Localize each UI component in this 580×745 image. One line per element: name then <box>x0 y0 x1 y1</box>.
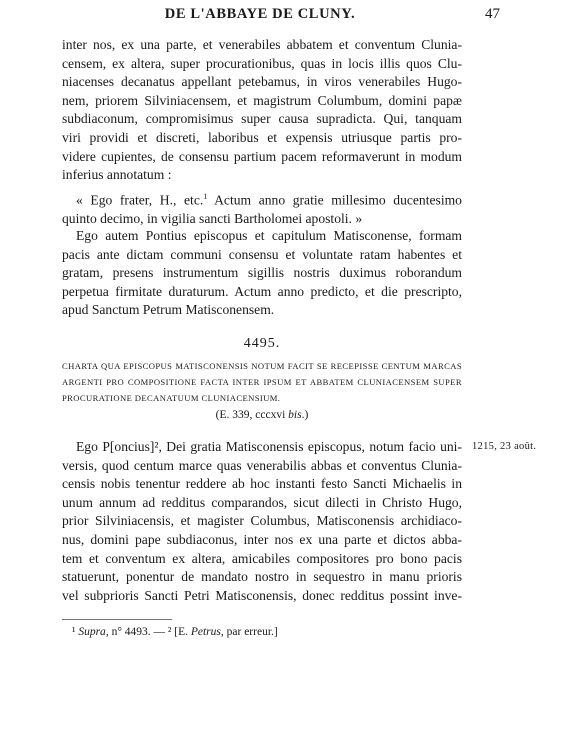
charter-title <box>62 358 462 406</box>
text-line: nem, priorem Silviniacensem, et magistrum Columbum, domini papæ <box>62 92 462 108</box>
text-line: subdiaconum, compromisimus super causa supradicta. Qui, tanquam <box>62 111 462 127</box>
text-line: tem et conventum ex altera, amicabiles compositores pro bono pacis <box>62 550 462 566</box>
text-line: Ego P[oncius]², Dei gratia Matisconensis episcopus, notum facio uni- <box>76 439 462 454</box>
footnotes <box>72 624 462 640</box>
source-italic: bis <box>288 409 302 421</box>
text-line: statuerunt, ponentur de mandato nostro in sequestro in manu prioris <box>62 569 462 585</box>
text-line: videre cupientes, de consensu partium pacem reformaverunt in modum <box>62 148 462 164</box>
opening-paragraph <box>62 36 462 185</box>
text-line: perpetua firmitate duraturum. Actum anno predicto, et die prescripto, <box>62 283 462 299</box>
text-line: censis nobis tenentur reddere ab hoc instanti festo Sancti Michaelis in <box>62 476 462 492</box>
title-line: PROCURATIONE DECANATUUM CLUNIACENSIUM. <box>62 393 281 403</box>
text-line: « Ego frater, H., etc.$^1$ Actum anno gratie millesimo ducentesimo <box>76 192 462 208</box>
footnote-mark: ¹ <box>72 626 76 638</box>
text-line: Ego autem Pontius episcopus et capitulum Matisconense, formam <box>76 228 462 243</box>
text-line: censem, ex altera, super procurationibus, quas in locis illis quos Clu- <box>62 55 462 71</box>
text-line: quinto decimo, in vigilia sancti Bartholomei apostoli. » <box>62 211 363 227</box>
charter-source-reference <box>62 409 462 421</box>
text-line: viri providi et discreti, laboribus et expensis utriusque partis pro- <box>62 129 462 145</box>
footnote-ref: Petrus <box>190 626 221 638</box>
text-line: nus, domini pape subdiaconus, inter nos ex una parte et dictos abba- <box>62 531 462 547</box>
text-line: vel subprioris Sancti Petri Matisconensis, donec redditus possint inve- <box>62 587 462 603</box>
quoted-act <box>62 188 462 229</box>
footnote-text: , par erreur.] <box>220 626 278 638</box>
text-line: inter nos, ex una parte, et venerabiles abbatem et conventum Clunia- <box>62 37 462 52</box>
footnote-text: , n° 4493. — <box>105 626 168 638</box>
source-prefix: (E. 339, cccxvi <box>215 409 289 421</box>
margin-date: 1215, 23 août. <box>472 441 537 452</box>
text-line: unum annum ad redditus comparandos, sicut dilecti in Christo Hugo, <box>62 494 462 510</box>
closing-paragraph <box>62 227 462 320</box>
footnote-mark: ² <box>167 626 172 638</box>
footnote-text: [E. <box>171 626 191 638</box>
footnote-divider <box>62 619 172 620</box>
text-line: versis, quod centum marce quas venerabilis abbas et conventus Clunia- <box>62 457 462 473</box>
text-line: pacis ante dictam communi consensu et voluntate ratam habentes et <box>62 246 462 262</box>
text-line: inferius annotatum : <box>62 167 172 183</box>
footnote-ref: Supra <box>78 626 106 638</box>
source-suffix: .) <box>301 409 309 421</box>
text-line: niacenses decanatus appellant petebamus, in viros venerabiles Hugo- <box>62 74 462 90</box>
title-line: ARGENTI PRO COMPOSITIONE FACTA INTER IPSUM ET ABBATEM CLUNIACENSEM SUPER <box>62 377 462 387</box>
charter-text <box>62 438 462 605</box>
footnote-mark: 1 <box>203 192 208 201</box>
title-line: CHARTA QUA EPISCOPUS MATISCONENSIS NOTUM FACIT SE RECEPISSE CENTUM MARCAS <box>62 361 462 371</box>
text-line: apud Sanctum Petrum Matisconensem. <box>62 302 275 318</box>
running-title: DE L'ABBAYE DE CLUNY. <box>164 6 356 22</box>
page-number: 47 <box>485 6 500 22</box>
charter-number: 4495. <box>243 336 281 351</box>
text-line: prior Silviniacensis, et magister Columbus, Matisconensis archidiaco- <box>62 513 462 529</box>
text-line: gratam, presens instrumentum sigillis nostris duximus roborandum <box>62 265 462 281</box>
